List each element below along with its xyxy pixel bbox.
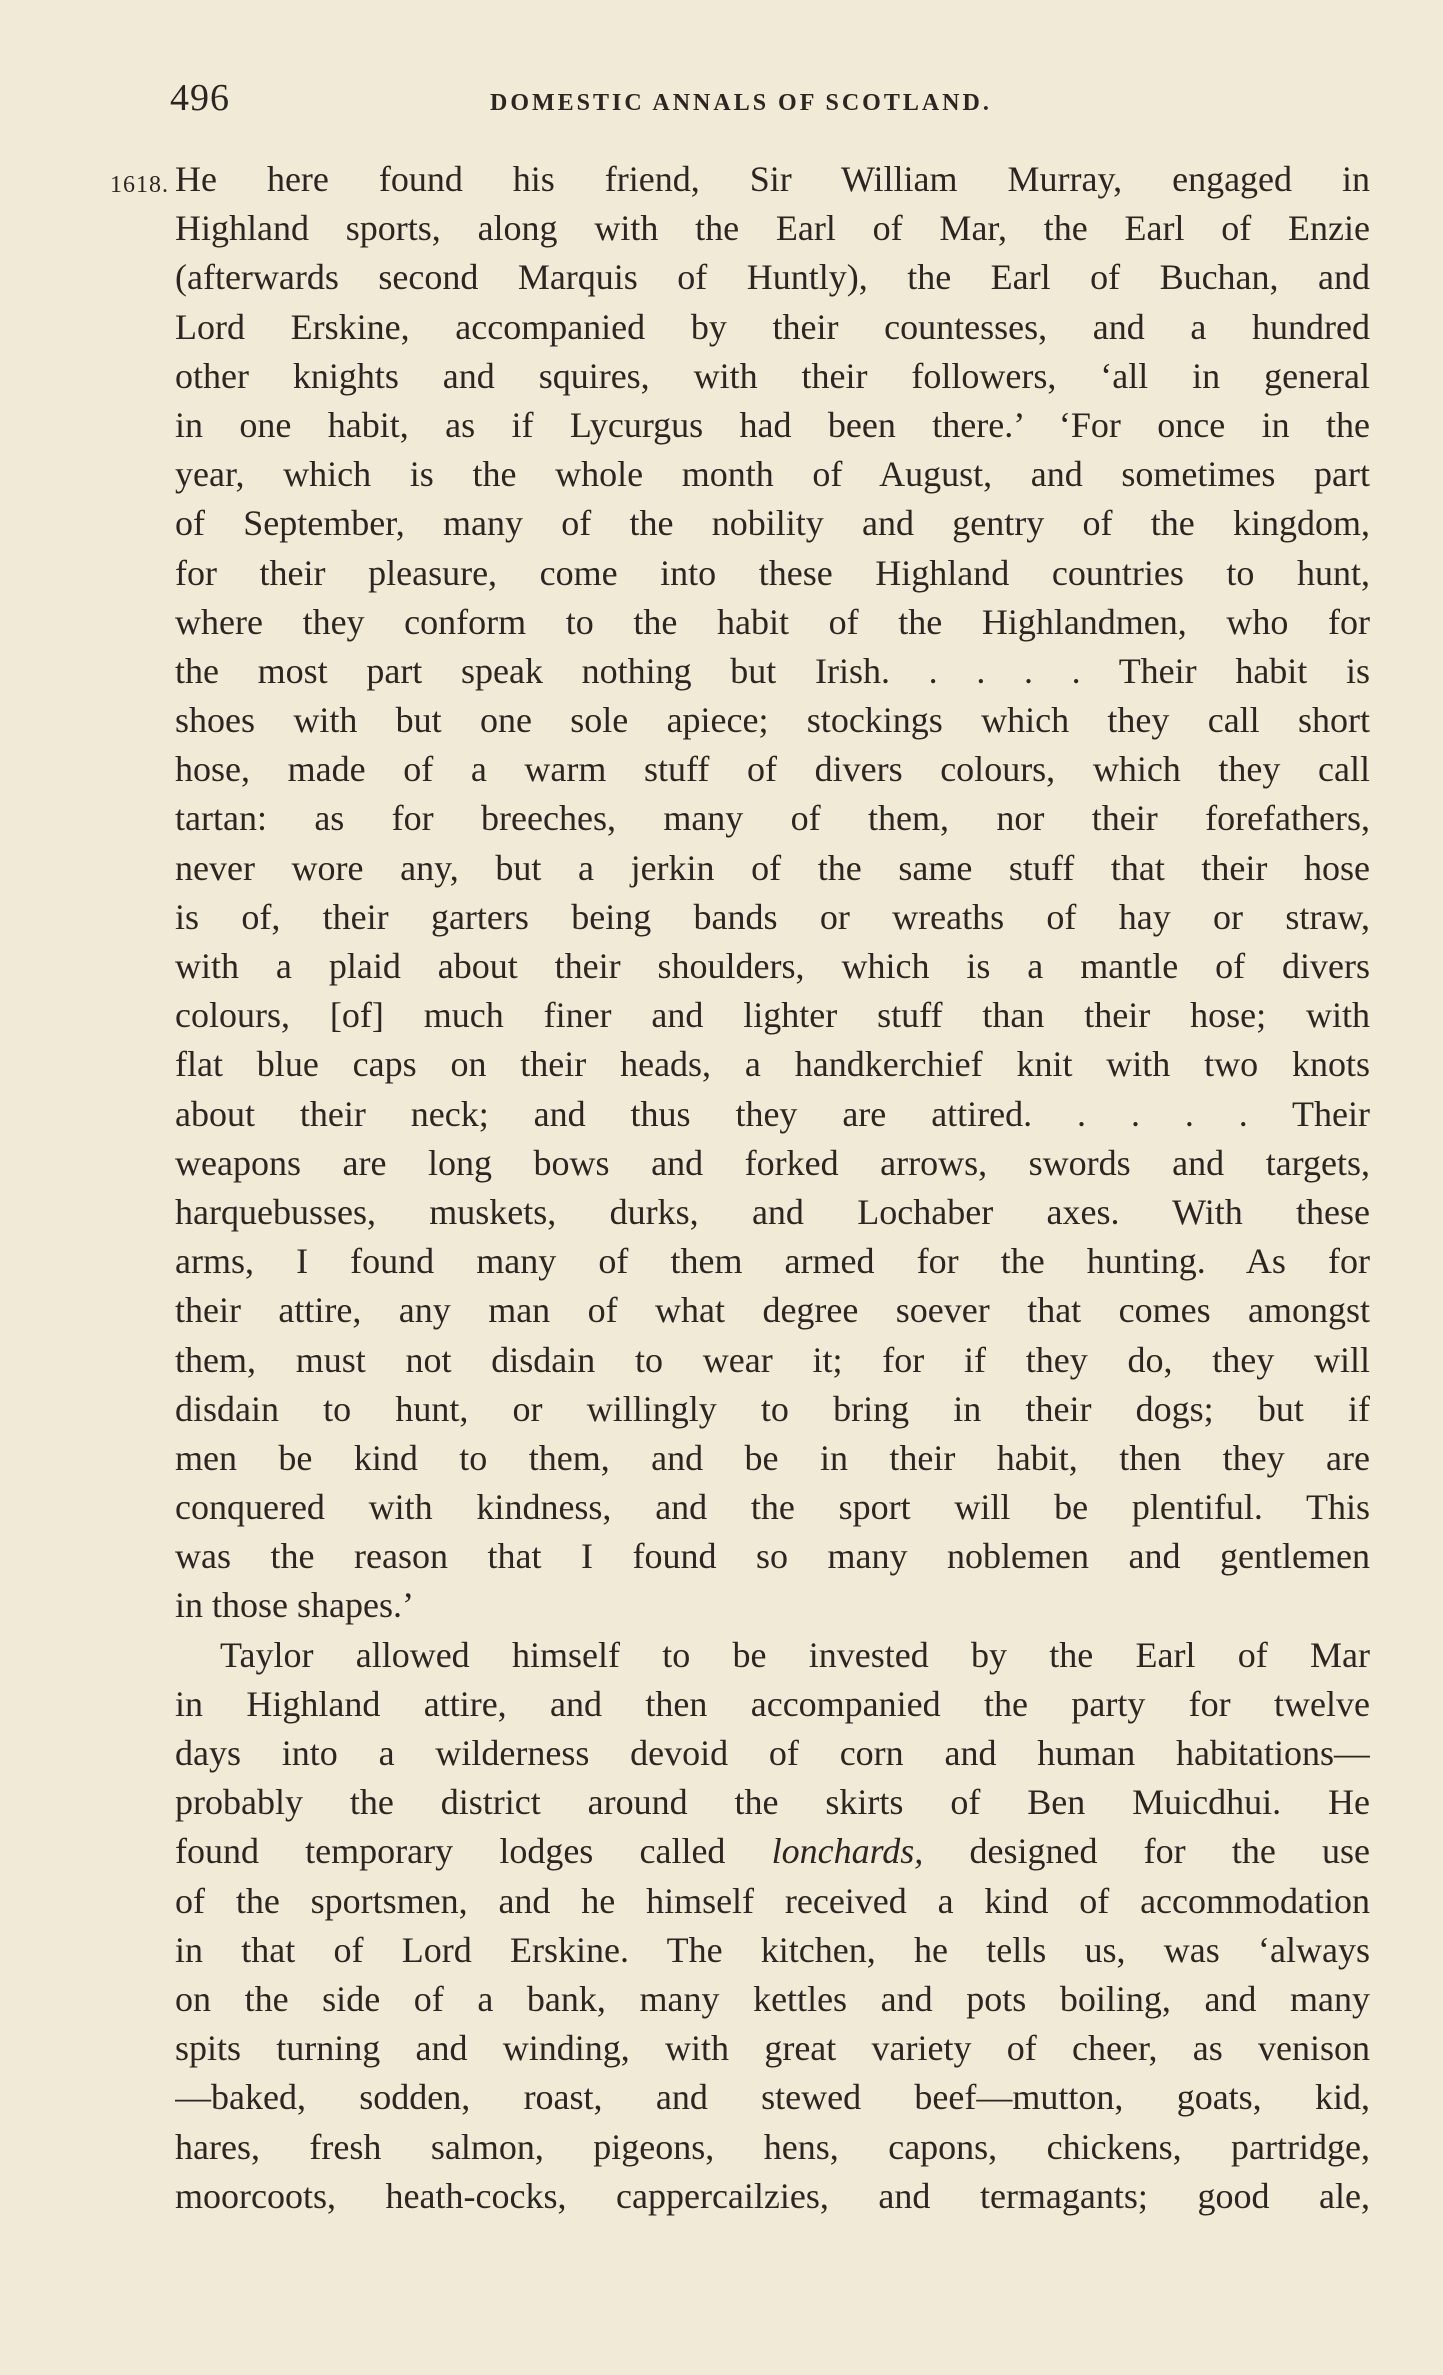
text-line: in that of Lord Erskine. The kitchen, he tells us, was ‘always [175, 1929, 1370, 1970]
text-line: with a plaid about their shoulders, which is a mantle of divers [175, 946, 1370, 986]
text-line: was the reason that I found so many noblemen and gentlemen [175, 1536, 1370, 1577]
text-line: —baked, sodden, roast, and stewed beef—mutton, goats, kid, [175, 2077, 1370, 2118]
text-line: other knights and squires, with their followers, ‘all in general [175, 355, 1370, 396]
text-line-with-italic [175, 1827, 1370, 1876]
text-line: men be kind to them, and be in their habit, then they are [175, 1437, 1370, 1478]
text-line: year, which is the whole month of August, and sometimes part [175, 454, 1370, 495]
text-line: harquebusses, muskets, durks, and Lochaber axes. With these [175, 1191, 1370, 1232]
text-line: about their neck; and thus they are attired. . . . . Their [175, 1093, 1370, 1134]
text-line: for their pleasure, come into these Highland countries to hunt, [175, 552, 1370, 593]
text-line: days into a wilderness devoid of corn and human habitations— [175, 1733, 1370, 1773]
text-line: flat blue caps on their heads, a handkerchief knit with two knots [175, 1044, 1370, 1085]
text-line: them, must not disdain to wear it; for if they do, they will [175, 1339, 1370, 1380]
text-line: in Highland attire, and then accompanied the party for twelve [175, 1683, 1370, 1724]
text-segment: designed for the use [923, 1831, 1370, 1872]
text-line: in one habit, as if Lycurgus had been there.’ ‘For once in the [175, 404, 1370, 445]
text-line: tartan: as for breeches, many of them, nor their forefathers, [175, 798, 1370, 839]
text-line: arms, I found many of them armed for the hunting. As for [175, 1241, 1370, 1282]
text-line: of the sportsmen, and he himself received a kind of accommodation [175, 1880, 1370, 1921]
text-line: Taylor allowed himself to be invested by the Earl of Mar [220, 1634, 1370, 1675]
text-line: probably the district around the skirts of Ben Muicdhui. He [175, 1782, 1370, 1823]
text-line: moorcoots, heath-cocks, cappercailzies, and termagants; good ale, [175, 2175, 1370, 2216]
text-line: Highland sports, along with the Earl of Mar, the Earl of Enzie [175, 208, 1370, 249]
text-line: Lord Erskine, accompanied by their countesses, and a hundred [175, 306, 1370, 347]
text-line: He here found his friend, Sir William Murray, engaged in [175, 159, 1370, 199]
text-line: disdain to hunt, or willingly to bring in their dogs; but if [175, 1388, 1370, 1429]
text-line: is of, their garters being bands or wreaths of hay or straw, [175, 896, 1370, 937]
running-title: DOMESTIC ANNALS OF SCOTLAND. [490, 90, 992, 116]
paragraph-1 [175, 155, 1370, 1631]
page-header [170, 76, 1360, 126]
text-segment: found temporary lodges called [175, 1831, 772, 1872]
italic-term: lonchards, [771, 1831, 924, 1872]
page-number: 496 [170, 77, 230, 119]
text-line: their attire, any man of what degree soever that comes amongst [175, 1290, 1370, 1331]
paragraph-2 [175, 1631, 1370, 2221]
text-line: in those shapes.’ [175, 1585, 414, 1626]
text-line: conquered with kindness, and the sport will be plentiful. This [175, 1487, 1370, 1528]
text-line: colours, [of] much finer and lighter stuff than their hose; with [175, 995, 1370, 1036]
text-line: hares, fresh salmon, pigeons, hens, capons, chickens, partridge, [175, 2126, 1370, 2167]
text-line: weapons are long bows and forked arrows, swords and targets, [175, 1142, 1370, 1183]
text-line: (afterwards second Marquis of Huntly), the Earl of Buchan, and [175, 257, 1370, 298]
text-line: of September, many of the nobility and gentry of the kingdom, [175, 503, 1370, 544]
text-line: never wore any, but a jerkin of the same stuff that their hose [175, 847, 1370, 888]
text-line: on the side of a bank, many kettles and pots boiling, and many [175, 1978, 1370, 2019]
text-line: spits turning and winding, with great variety of cheer, as venison [175, 2028, 1370, 2069]
body-text [175, 155, 1370, 2221]
text-line: shoes with but one sole apiece; stockings which they call short [175, 700, 1370, 741]
text-line: the most part speak nothing but Irish. . . . . Their habit is [175, 650, 1370, 691]
margin-year-note: 1618. [110, 172, 169, 198]
text-line: where they conform to the habit of the Highlandmen, who for [175, 601, 1370, 642]
text-line: hose, made of a warm stuff of divers colours, which they call [175, 749, 1370, 790]
